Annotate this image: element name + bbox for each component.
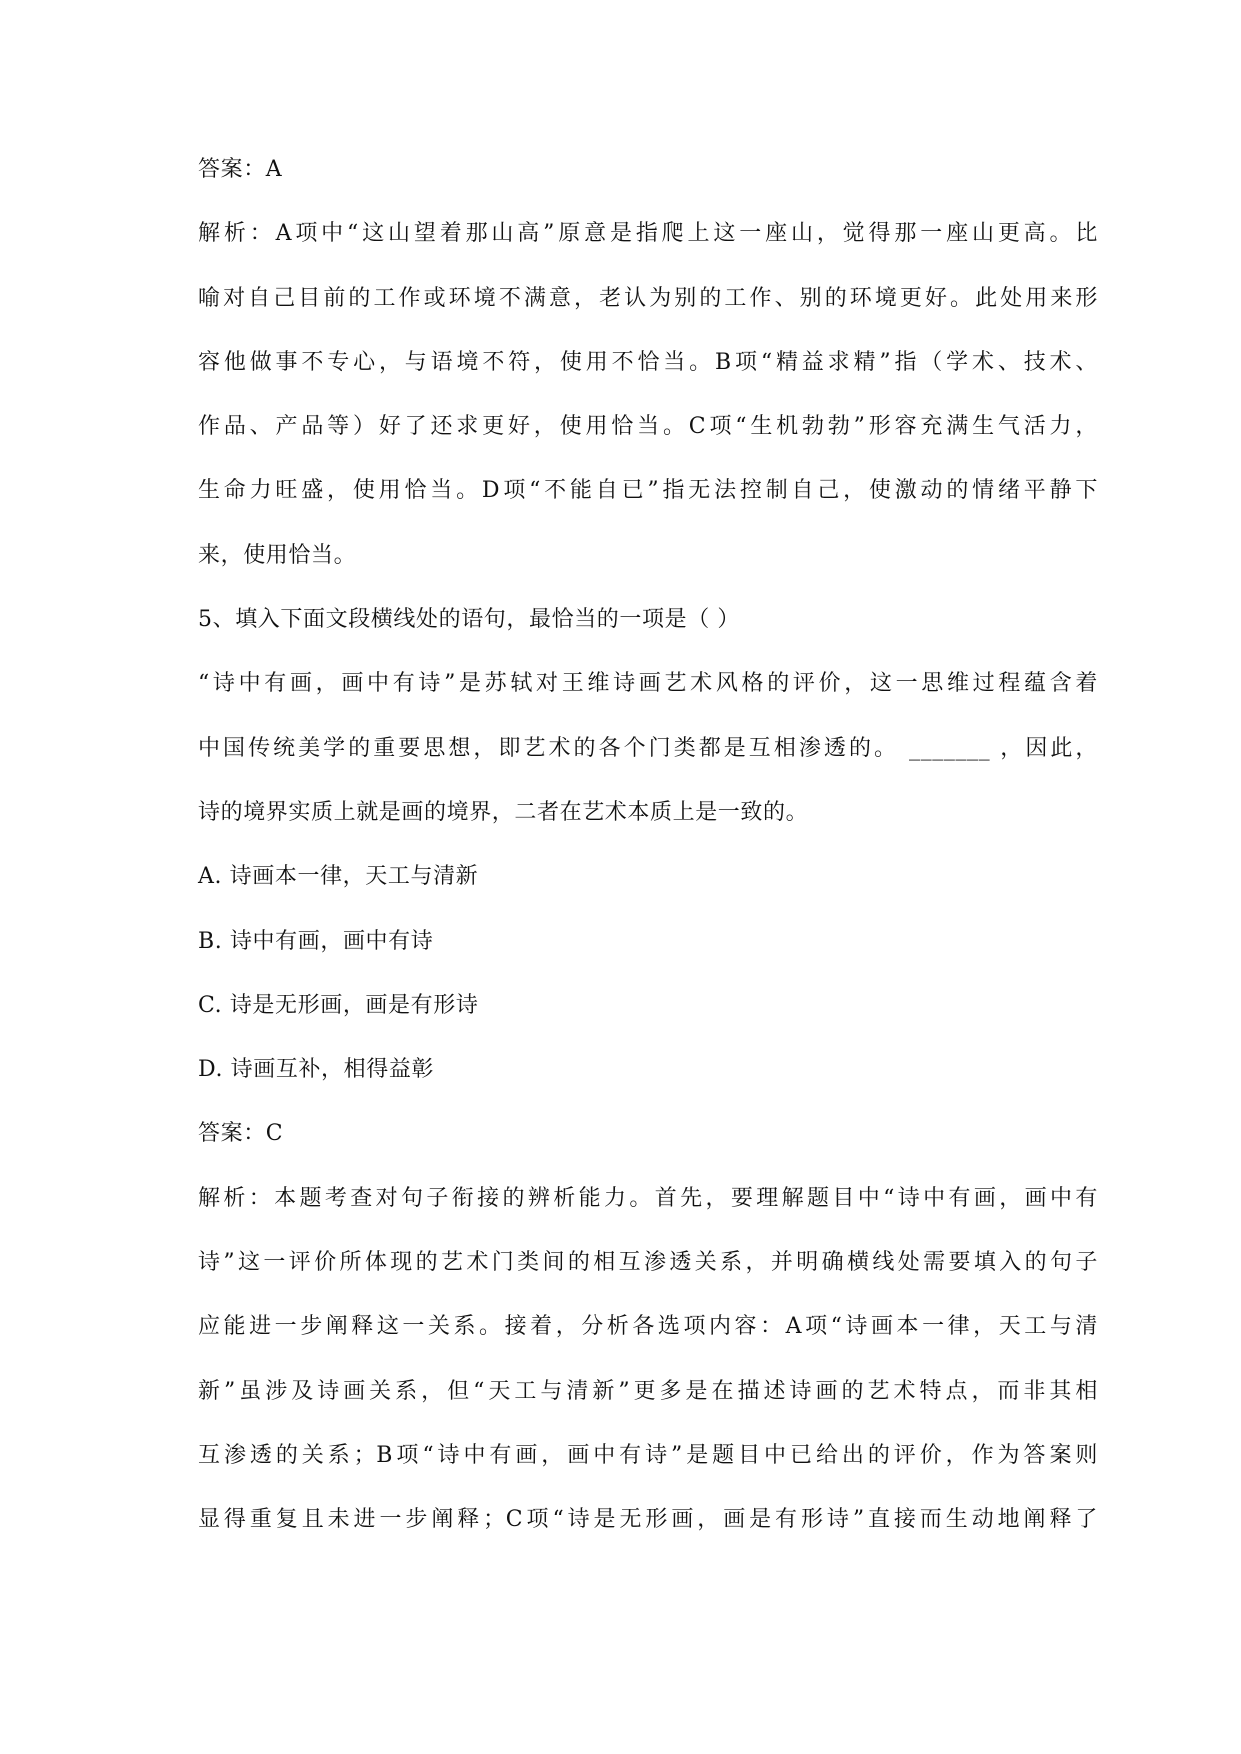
option-d: D. 诗画互补，相得益彰 <box>198 1057 435 1083</box>
analysis-line: 应能进一步阐释这一关系。接着，分析各选项内容：A项“诗画本一律，天工与清 <box>198 1314 1098 1340</box>
passage-line: 诗的境界实质上就是画的境界，二者在艺术本质上是一致的。 <box>198 799 809 825</box>
analysis-line: 喻对自己目前的工作或环境不满意，老认为别的工作、别的环境更好。此处用来形 <box>198 285 1098 311</box>
document-page <box>198 138 1098 1553</box>
analysis-line: 解析：A项中“这山望着那山高”原意是指爬上这一座山，觉得那一座山更高。比 <box>198 221 1098 247</box>
q5-answer: 答案：C <box>198 1121 284 1147</box>
option-b: B. 诗中有画，画中有诗 <box>198 928 434 954</box>
analysis-line: 生命力旺盛，使用恰当。D项“不能自已”指无法控制自己，使激动的情绪平静下 <box>198 478 1098 504</box>
analysis-line: 诗”这一评价所体现的艺术门类间的相互渗透关系，并明确横线处需要填入的句子 <box>198 1250 1098 1276</box>
q4-answer: 答案：A <box>198 157 283 182</box>
q5-passage <box>198 652 1098 845</box>
option-a: A. 诗画本一律，天工与清新 <box>198 864 479 890</box>
analysis-line: 显得重复且未进一步阐释；C项“诗是无形画，画是有形诗”直接而生动地阐释了 <box>198 1507 1098 1533</box>
analysis-line: 容他做事不专心，与语境不符，使用不恰当。B项“精益求精”指（学术、技术、 <box>198 349 1098 375</box>
passage-line: 中国传统美学的重要思想，即艺术的各个门类都是互相渗透的。 _______ ，因此， <box>198 735 1098 761</box>
q5-question: 5、填入下面文段横线处的语句，最恰当的一项是（ ） <box>198 607 740 633</box>
analysis-line: 互渗透的关系；B项“诗中有画，画中有诗”是题目中已给出的评价，作为答案则 <box>198 1442 1098 1468</box>
analysis-line: 来，使用恰当。 <box>198 542 357 568</box>
q5-options <box>198 845 1098 1102</box>
passage-line: “诗中有画，画中有诗”是苏轼对王维诗画艺术风格的评价，这一思维过程蕴含着 <box>198 671 1098 697</box>
q4-analysis <box>198 202 1098 588</box>
analysis-line: 解析：本题考查对句子衔接的辨析能力。首先，要理解题目中“诗中有画，画中有 <box>198 1185 1098 1211</box>
analysis-line: 新”虽涉及诗画关系，但“天工与清新”更多是在描述诗画的艺术特点，而非其相 <box>198 1378 1098 1404</box>
analysis-line: 作品、产品等）好了还求更好，使用恰当。C项“生机勃勃”形容充满生气活力， <box>198 414 1098 440</box>
q5-analysis <box>198 1167 1098 1553</box>
option-c: C. 诗是无形画，画是有形诗 <box>198 992 479 1018</box>
